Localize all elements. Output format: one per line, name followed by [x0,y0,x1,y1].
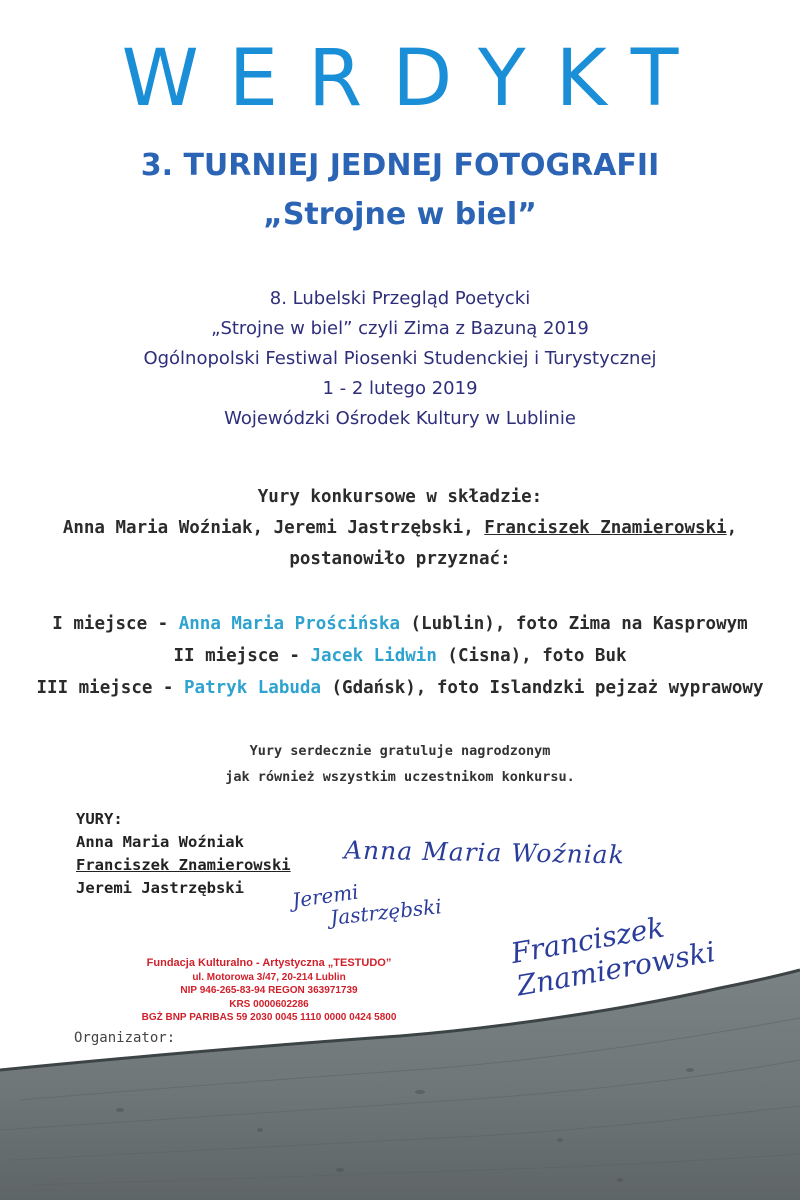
tournament-title: 3. TURNIEJ JEDNEJ FOTOGRAFII [140,148,660,183]
jury-statement [0,482,800,575]
jury-member: Anna Maria Woźniak [62,518,253,538]
award-row [0,608,800,640]
organizer-address: ul. Motorowa 3/47, 20-214 Lublin [192,971,346,983]
award-details: (Gdańsk), foto Islandzki pejzaż wyprawowy [320,678,764,698]
signers-list [76,808,291,900]
winner-name: Jacek Lidwin [310,646,437,666]
event-info-line: Ogólnopolski Festiwal Piosenki Studenckiej i Turystycznej [143,348,657,369]
jury-member: Jeremi Jastrzębski [273,518,464,538]
event-info-line: 8. Lubelski Przegląd Poetycki [269,288,531,309]
award-place: III miejsce - [36,678,185,698]
separator: , [252,518,274,538]
congrats-line: Yury serdecznie gratuluje nagrodzonym [249,743,551,759]
jury-members-line [0,513,800,544]
organizer-nip-regon: NIP 946-265-83-94 REGON 363971739 [180,985,358,996]
award-place: II miejsce - [173,646,311,666]
signature-jeremi-first: Jeremi [290,879,360,913]
tournament-subtitle: „Strojne w biel” [263,197,537,232]
signer-name: Jeremi Jastrzębski [76,879,244,897]
award-row [0,640,800,672]
signature-franciszek-znamierowski: Franciszek Znamierowski [508,910,718,1003]
award-details: (Cisna), foto Buk [436,646,627,666]
organizer-name: Fundacja Kulturalno - Artystyczna „TESTUDO” [146,957,392,969]
signature-jeremi-last: Jastrzębski [329,894,443,930]
organizer-krs: KRS 0000602286 [229,998,309,1010]
event-info-line: „Strojne w biel” czyli Zima z Bazuną 2019 [211,318,589,339]
jury-decision: postanowiło przyznać: [289,549,511,569]
awards-list [0,608,800,704]
award-place: I miejsce - [52,614,179,634]
congrats-line: jak również wszystkim uczestnikom konkursu. [225,769,575,785]
event-date: 1 - 2 lutego 2019 [322,378,478,399]
congratulations [0,738,800,790]
event-venue: Wojewódzki Ośrodek Kultury w Lublinie [224,408,576,429]
signer-name: Anna Maria Woźniak [76,833,244,851]
page-title: WERDYKT [121,34,709,124]
signature-anna-maria-wozniak: Anna Maria Woźniak [343,835,626,870]
separator: , [726,518,738,538]
separator: , [463,518,485,538]
jury-member: Franciszek Znamierowski [484,518,727,538]
signers-heading: YURY: [76,810,123,828]
signer-name: Franciszek Znamierowski [76,856,291,874]
jury-intro: Yury konkursowe w składzie: [257,487,543,507]
event-info [0,284,800,434]
award-details: (Lublin), foto Zima na Kasprowym [400,614,748,634]
organizer-label: Organizator: [74,1030,176,1046]
organizer-stamp [124,957,414,1025]
winner-name: Anna Maria Prościńska [178,614,400,634]
organizer-bank: BGŻ BNP PARIBAS 59 2030 0045 1110 0000 0424 5800 [141,1012,397,1023]
winner-name: Patryk Labuda [184,678,321,698]
award-row [0,672,800,704]
